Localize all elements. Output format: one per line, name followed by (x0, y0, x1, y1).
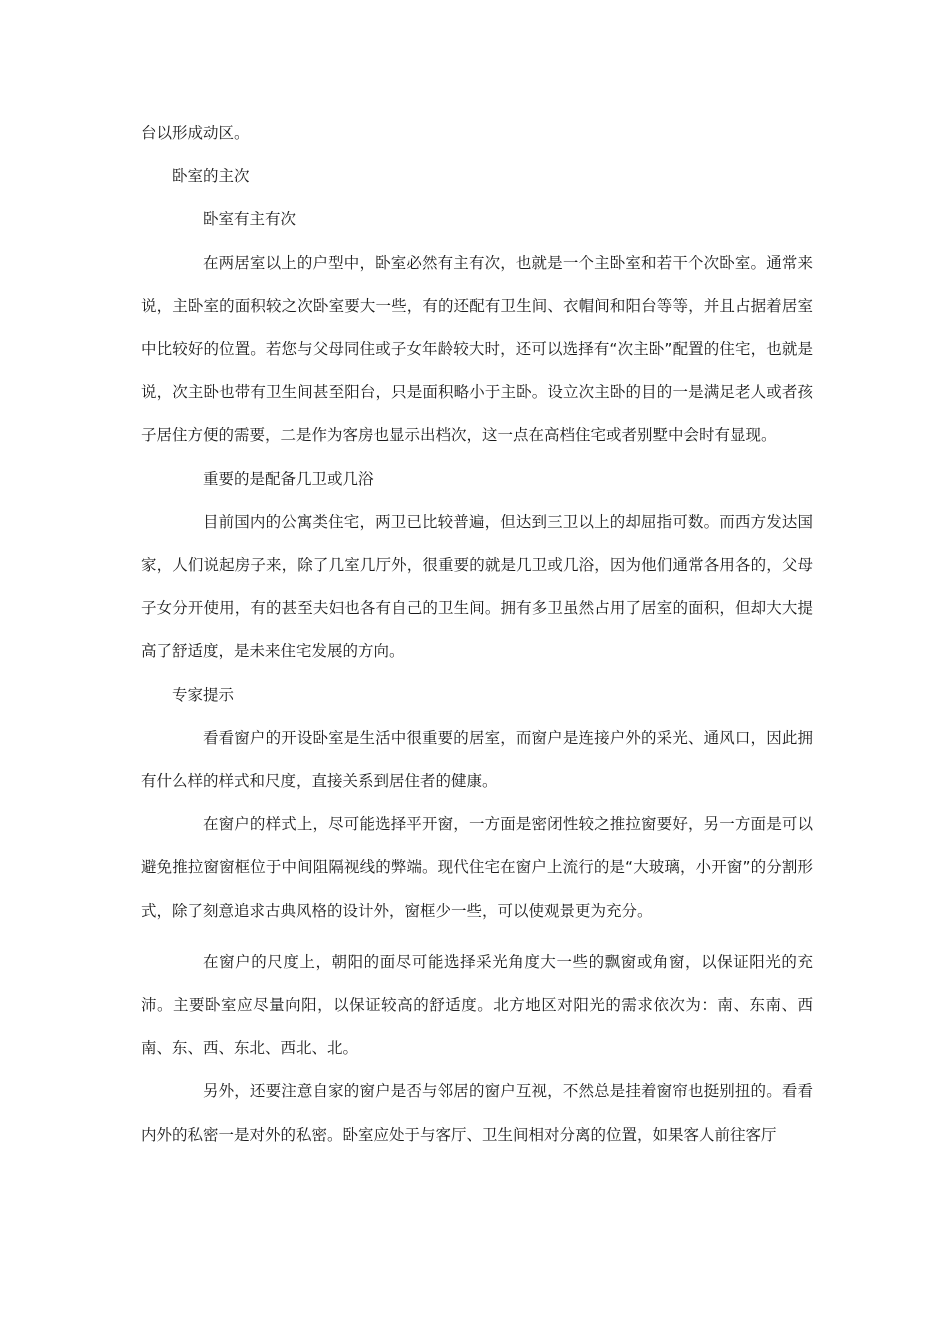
document-body (141, 112, 813, 1157)
paragraph-window-intro: 看看窗户的开设卧室是生活中很重要的居室，而窗户是连接户外的采光、通风口，因此拥有什么样的样式和尺度，直接关系到居住者的健康。 (141, 728, 813, 791)
paragraph-window-size: 在窗户的尺度上，朝阳的面尽可能选择采光角度大一些的飘窗或角窗，以保证阳光的充沛。主要卧室应尽量向阳，以保证较高的舒适度。北方地区对阳光的需求依次为：南、东南、西南、东、西、东北、西北、北。 (141, 952, 813, 1058)
paragraph-master-bedroom: 在两居室以上的户型中，卧室必然有主有次，也就是一个主卧室和若干个次卧室。通常来说，主卧室的面积较之次卧室要大一些，有的还配有卫生间、衣帽间和阳台等等，并且占据着居室中比较好的位置。若您与父母同住或子女年龄较大时，还可以选择有“次主卧”配置的住宅，也就是说，次主卧也带有卫生间甚至阳台，只是面积略小于主卧。设立次主卧的目的一是满足老人或者孩子居住方便的需要，二是作为客房也显示出档次，这一点在高档住宅或者别墅中会时有显现。 (141, 253, 813, 445)
subheading-bathrooms: 重要的是配备几卫或几浴 (203, 469, 374, 488)
paragraph-continuation: 台以形成动区。 (141, 124, 250, 142)
paragraph-privacy: 另外，还要注意自家的窗户是否与邻居的窗户互视，不然总是挂着窗帘也挺别扭的。看看内外的私密一是对外的私密。卧室应处于与客厅、卫生间相对分离的位置，如果客人前往客厅 (141, 1082, 813, 1144)
paragraph-bathrooms: 目前国内的公寓类住宅，两卫已比较普遍，但达到三卫以上的却屈指可数。而西方发达国家，人们说起房子来，除了几室几厅外，很重要的就是几卫或几浴，因为他们通常各用各的，父母子女分开使用，有的甚至夫妇也各有自己的卫生间。拥有多卫虽然占用了居室的面积，但却大大提高了舒适度，是未来住宅发展的方向。 (141, 512, 813, 661)
subheading-master-secondary: 卧室有主有次 (203, 210, 297, 229)
paragraph-window-style: 在窗户的样式上，尽可能选择平开窗，一方面是密闭性较之推拉窗要好，另一方面是可以避免推拉窗窗框位于中间阻隔视线的弊端。现代住宅在窗户上流行的是“大玻璃，小开窗”的分割形式，除了刻意追求古典风格的设计外，窗框少一些，可以使观景更为充分。 (141, 815, 813, 920)
section-heading-bedroom-hierarchy: 卧室的主次 (172, 167, 250, 186)
section-heading-expert-tips: 专家提示 (172, 685, 235, 704)
